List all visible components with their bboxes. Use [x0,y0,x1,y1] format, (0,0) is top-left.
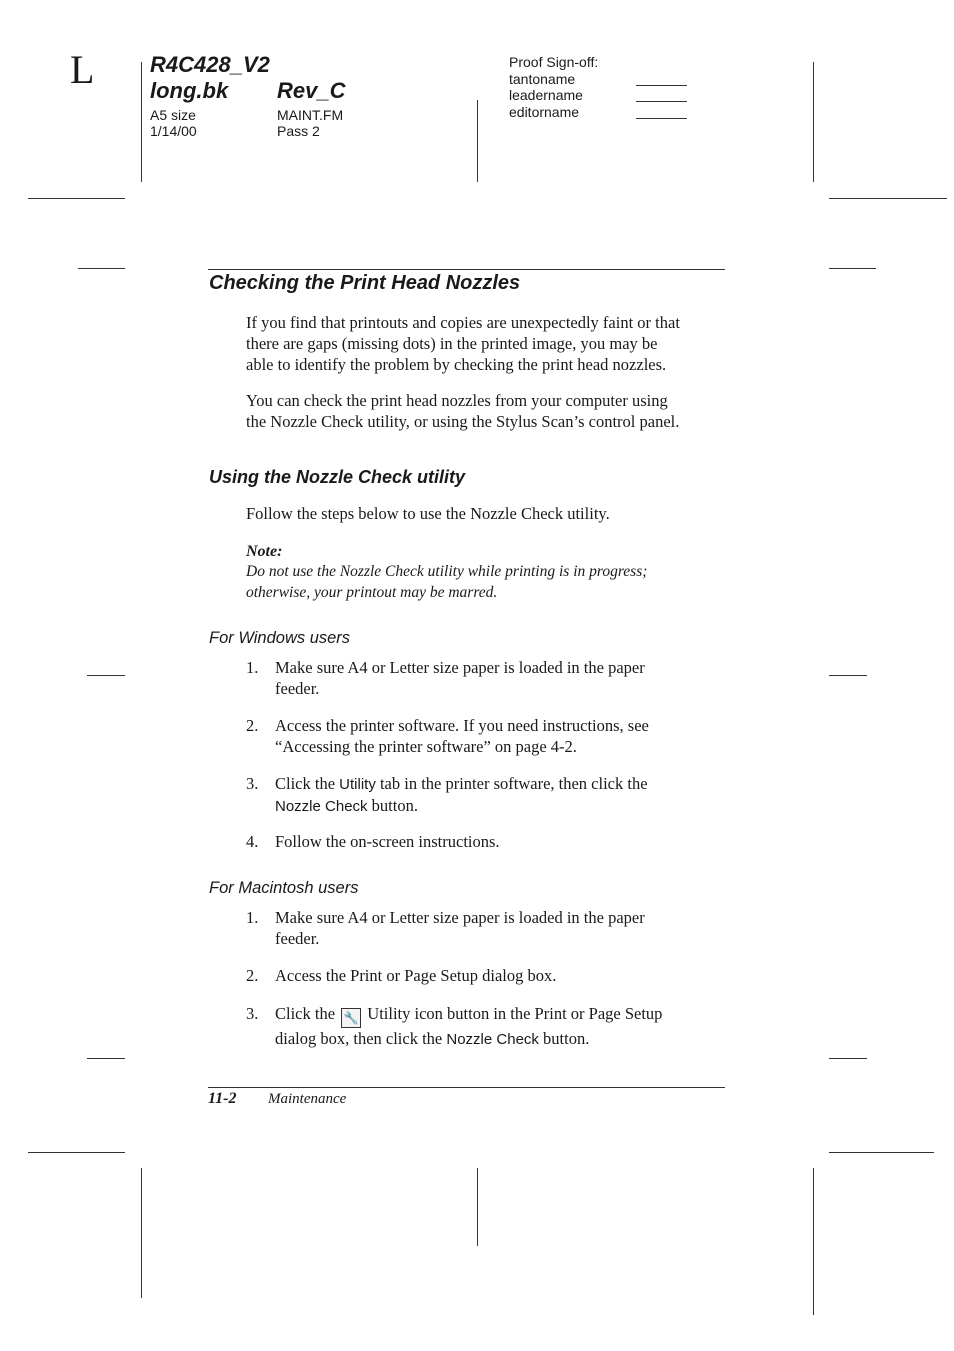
crop-mark [477,100,478,182]
crop-mark [87,1058,125,1059]
crop-mark [28,198,125,199]
text-line: Make sure A4 or Letter size paper is loaded in the paper [275,908,645,927]
text-line: You can check the print head nozzles from your computer using [246,391,668,410]
step-text: Access the Print or Page Setup dialog box. [275,966,557,985]
text-line: Make sure A4 or Letter size paper is loaded in the paper [275,658,645,677]
text-line: the Nozzle Check utility, or using the Stylus Scan’s control panel. [246,412,680,431]
step-text: Follow the on-screen instructions. [275,832,500,851]
paper-size: A5 size [150,107,196,123]
text-line: Click the Utility tab in the printer software, then click the [275,774,648,793]
windows-heading: For Windows users [209,629,351,647]
step-text [275,1003,662,1050]
step-text [275,773,648,817]
crop-mark [829,1058,867,1059]
date: 1/14/00 [150,123,197,139]
side-letter: L [70,47,95,92]
mac-heading: For Macintosh users [209,879,359,897]
intro-paragraph-1 [246,312,680,375]
crop-mark [141,62,142,182]
crop-mark [829,198,947,199]
crop-mark [829,675,867,676]
step-number: 4. [246,832,259,851]
crop-mark [28,1152,125,1153]
crop-mark [829,1152,934,1153]
crop-mark [78,268,125,269]
text-line: dialog box, then click the Nozzle Check button. [275,1029,590,1048]
signoff-name: leadername [509,87,583,103]
signoff-line [636,118,687,119]
revision: Rev_C [277,78,346,103]
crop-mark [87,675,125,676]
file-name: MAINT.FM [277,107,344,123]
step-number: 3. [246,1004,259,1023]
signoff-name: editorname [509,104,580,120]
crop-mark [829,268,876,269]
step-text [275,715,649,757]
footer-section: Maintenance [268,1091,347,1107]
text-line: Access the printer software. If you need instructions, see [275,716,649,735]
text-line: feeder. [275,929,320,948]
text-line: feeder. [275,679,320,698]
text-line: there are gaps (missing dots) in the printed image, you may be [246,334,658,353]
signoff-line [636,85,687,86]
signoff-line [636,101,687,102]
crop-mark [813,62,814,182]
page-title: Checking the Print Head Nozzles [209,272,521,294]
intro-paragraph-2 [246,390,679,432]
signoff-title: Proof Sign-off: [509,54,599,70]
title-rule [208,269,725,270]
text-line: “Accessing the printer software” on page 4-2. [275,737,577,756]
note-text [246,561,647,603]
ui-term-utility: Utility [339,776,376,793]
ui-term-nozzle-check: Nozzle Check [446,1031,539,1048]
text-line: If you find that printouts and copies are unexpectedly faint or that [246,313,680,332]
subsection-title: Using the Nozzle Check utility [209,467,466,487]
step-text [275,907,645,949]
step-number: 2. [246,716,259,735]
crop-mark [813,1168,814,1315]
step-number: 1. [246,658,259,677]
text-line: Nozzle Check button. [275,796,418,815]
step-number: 3. [246,774,259,793]
pass: Pass 2 [277,123,320,139]
page-number: 11-2 [208,1090,237,1107]
book-name: long.bk [150,78,229,103]
crop-mark [477,1168,478,1246]
ui-term-nozzle-check: Nozzle Check [275,798,368,815]
text-line: Click the 🔧 Utility icon button in the Print or Page Setup [275,1003,662,1028]
footer-rule [208,1087,725,1088]
signoff-name: tantoname [509,71,576,87]
utility-icon: 🔧 [341,1008,361,1028]
step-number: 1. [246,908,259,927]
crop-mark [141,1168,142,1298]
text-line: Do not use the Nozzle Check utility while printing is in progress; [246,563,648,580]
step-number: 2. [246,966,259,985]
note-label: Note: [246,543,283,560]
step-text [275,657,645,699]
text-line: otherwise, your printout may be marred. [246,584,498,601]
text-line: able to identify the problem by checking the print head nozzles. [246,355,667,374]
follow-text: Follow the steps below to use the Nozzle Check utility. [246,504,610,523]
job-name: R4C428_V2 [150,52,270,77]
